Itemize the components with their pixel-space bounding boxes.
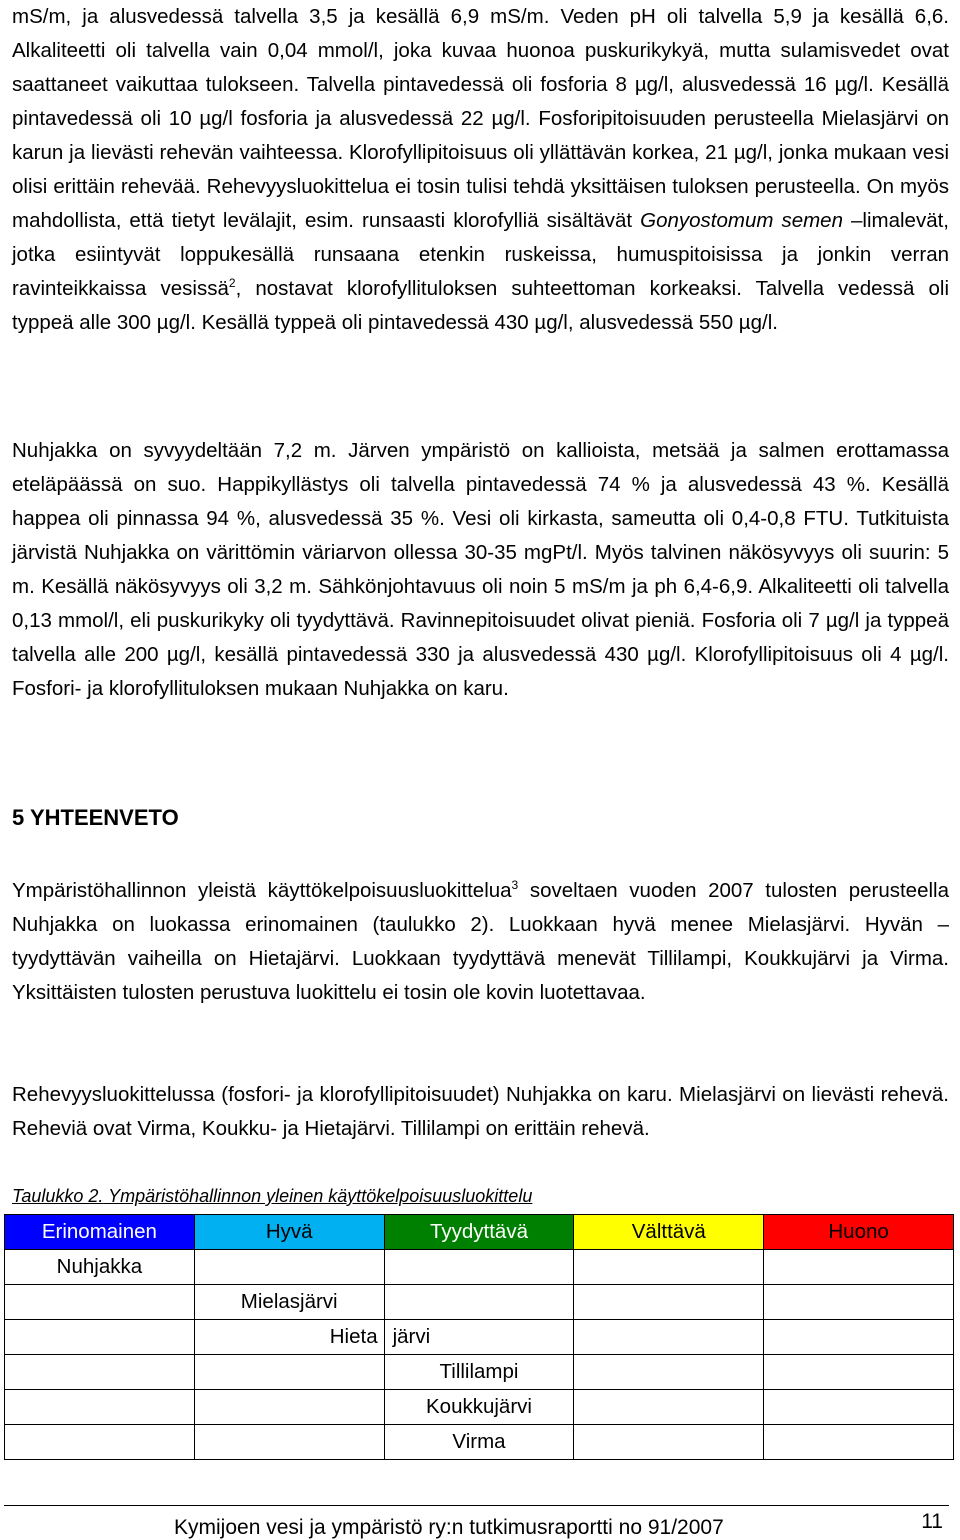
cell-nuhjakka: Nuhjakka (5, 1250, 195, 1285)
table-cell (5, 1355, 195, 1390)
section-heading: 5 YHTEENVETO (12, 805, 179, 830)
table-cell (5, 1285, 195, 1320)
paragraph-text: Ympäristöhallinnon yleistä käyttökelpoisuusluokittelua (12, 879, 512, 902)
table-cell (574, 1390, 764, 1425)
footer-text: Kymijoen vesi ja ympäristö ry:n tutkimusraportti no 91/2007 (174, 1516, 724, 1539)
header-erinomainen: Erinomainen (5, 1215, 195, 1250)
caption-text: Ympäristöhallinnon yleinen käyttökelpoisuusluokittelu (103, 1186, 533, 1206)
header-huono: Huono (764, 1215, 954, 1250)
cell-hieta: Hieta (194, 1320, 384, 1355)
table-row (5, 1285, 954, 1320)
paragraph-summary (12, 874, 949, 1010)
table-cell (574, 1320, 764, 1355)
table-cell (574, 1355, 764, 1390)
table-cell (764, 1355, 954, 1390)
table-cell (194, 1355, 384, 1390)
table-cell (764, 1250, 954, 1285)
header-hyva: Hyvä (194, 1215, 384, 1250)
table-cell (574, 1425, 764, 1460)
cell-virma: Virma (384, 1425, 574, 1460)
table-cell (384, 1285, 574, 1320)
paragraph-eutrophy: Rehevyysluokittelussa (fosfori- ja klorofyllipitoisuudet) Nuhjakka on karu. Mielasjärvi on lievästi rehevä. Reheviä ovat Virma, Koukku- ja Hietajärvi. Tillilampi on erittäin rehevä. (12, 1083, 949, 1140)
caption-prefix: Taulukko 2. (12, 1186, 104, 1206)
table-row (5, 1320, 954, 1355)
table-cell (5, 1425, 195, 1460)
table-cell (764, 1390, 954, 1425)
table-row (5, 1390, 954, 1425)
paragraph-text: , nostavat klorofyllituloksen suhteettoman korkeaksi. Talvella vedessä oli typpeä alle 300 µg/l. Kesällä typpeä oli pintavedessä 430 µg/l, alusvedessä 550 µg/l. (12, 277, 949, 334)
table-row (5, 1425, 954, 1460)
classification-table (4, 1214, 954, 1460)
table-row (5, 1250, 954, 1285)
page-footer (4, 1505, 949, 1539)
table-caption (12, 1186, 532, 1207)
species-name: Gonyostomum semen (640, 209, 843, 232)
table-cell (5, 1320, 195, 1355)
table-cell (384, 1250, 574, 1285)
cell-jarvi: järvi (384, 1320, 574, 1355)
table-cell (194, 1390, 384, 1425)
paragraph-text: mS/m, ja alusvedessä talvella 3,5 ja kesällä 6,9 mS/m. Veden pH oli talvella 5,9 ja kesällä 6,6. Alkaliteetti oli talvella vain 0,04 mmol/l, joka kuvaa huonoa puskurikykyä, mutta sulamisvedet ovat saattaneet vaikuttaa tulokseen. Talvella pintavedessä oli fosforia 8 µg/l, alusvedessä 16 µg/l. Kesällä pintavedessä oli 10 µg/l fosforia ja alusvedessä 22 µg/l. Fosforipitoisuuden perusteella Mielasjärvi on karun ja lievästi rehevän vaihteessa. Klorofyllipitoisuus oli yllättävän korkea, 21 µg/l, jonka mukaan vesi olisi erittäin rehevää. Rehevyysluokittelua ei tosin tulisi tehdä yksittäisen tuloksen perusteella. On myös mahdollista, että tietyt levälajit, esim. runsaasti klorofylliä sisältävät (12, 5, 949, 232)
table-cell (764, 1320, 954, 1355)
cell-tillilampi: Tillilampi (384, 1355, 574, 1390)
table-cell (574, 1285, 764, 1320)
table-cell (574, 1250, 764, 1285)
paragraph-nuhjakka: Nuhjakka on syvyydeltään 7,2 m. Järven ympäristö on kallioista, metsää ja salmen erottamassa eteläpäässä on suo. Happikyllästys oli talvella pintavedessä 74 % ja alusvedessä 43 %. Kesällä happea oli pinnassa 94 %, alusvedessä 35 %. Vesi oli kirkasta, sameutta oli 0,4-0,8 FTU. Tutkituista järvistä Nuhjakka on värittömin väriarvon ollessa 30-35 mgPt/l. Myös talvinen näkösyvyys oli suurin: 5 m. Kesällä näkösyvyys oli 3,2 m. Sähkönjohtavuus oli noin 5 mS/m ja ph 6,4-6,9. Alkaliteetti oli talvella 0,13 mmol/l, eli puskurikyky oli tyydyttävä. Ravinnepitoisuudet olivat pieniä. Fosforia oli 7 µg/l ja typpeä talvella alle 200 µg/l, kesällä pintavedessä 330 ja alusvedessä 430 µg/l. Klorofyllipitoisuus oli 4 µg/l. Fosfori- ja klorofyllituloksen mukaan Nuhjakka on karu. (12, 439, 949, 700)
table-cell (194, 1250, 384, 1285)
table-header-row (5, 1215, 954, 1250)
cell-koukkujarvi: Koukkujärvi (384, 1390, 574, 1425)
paragraph-text: –limalevät, jotka esiintyvät loppukesällä runsaana etenkin ruskeissa, humuspitoisissa ja jonkin verran ravinteikkaissa vesissä (12, 209, 950, 300)
paragraph-text: soveltaen vuoden 2007 tulosten perusteella Nuhjakka on luokassa erinomainen (taulukko 2). Luokkaan hyvä menee Mielasjärvi. Hyvän – tyydyttävän vaiheilla on Hietajärvi. Luokkaan tyydyttävä menevät Tillilampi, Koukkujärvi ja Virma. Yksittäisten tulosten perustuva luokittelu ei tosin ole kovin luotettavaa. (12, 879, 949, 1004)
cell-mielasjarvi: Mielasjärvi (194, 1285, 384, 1320)
table-row (5, 1355, 954, 1390)
footnote-ref: 2 (228, 276, 236, 291)
table-cell (764, 1425, 954, 1460)
table-cell (194, 1425, 384, 1460)
table-cell (764, 1285, 954, 1320)
footnote-ref: 3 (511, 878, 519, 893)
header-valttava: Välttävä (574, 1215, 764, 1250)
paragraph-mielasjarvi (12, 0, 949, 340)
page-number: 11 (921, 1510, 943, 1533)
table-cell (5, 1390, 195, 1425)
header-tyydyttava: Tyydyttävä (384, 1215, 574, 1250)
